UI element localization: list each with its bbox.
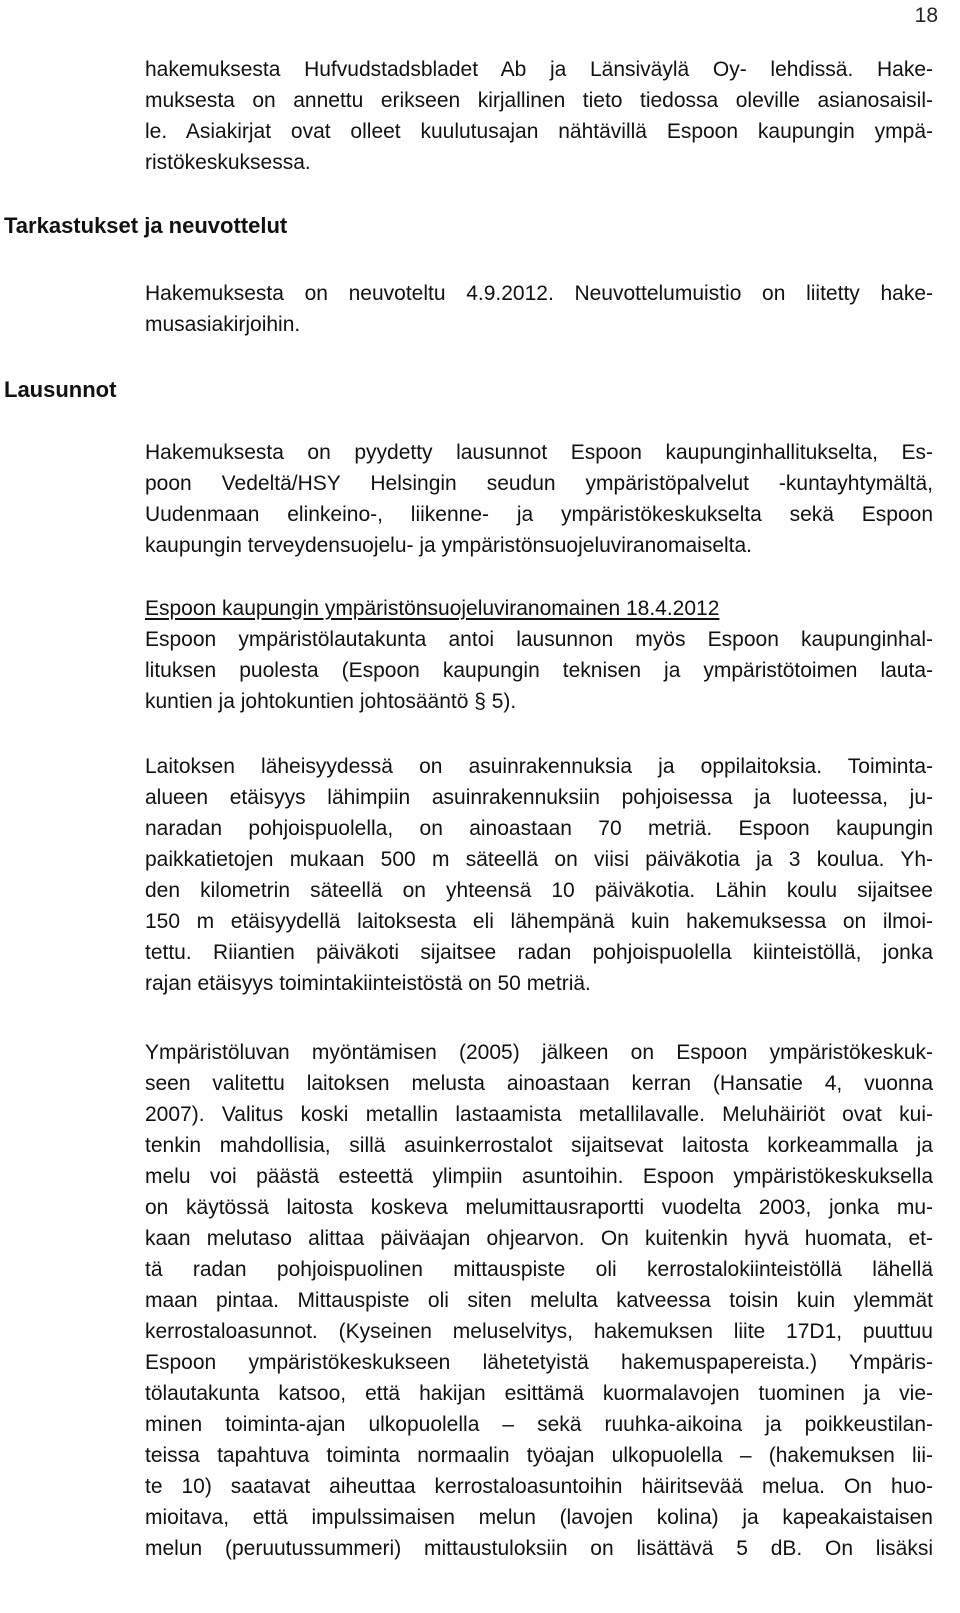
text-line: 150 m etäisyydellä laitoksesta eli lähempänä kuin hakemuksessa on ilmoi- — [145, 910, 933, 933]
section-heading-tarkastukset: Tarkastukset ja neuvottelut — [4, 213, 288, 238]
melu-paragraph — [145, 1037, 933, 1564]
text-line: ristökeskuksessa. — [145, 151, 311, 174]
text-line: le. Asiakirjat ovat olleet kuulutusajan nähtävillä Espoon kaupungin ympä- — [145, 120, 933, 143]
text-line: naradan pohjoispuolella, on ainoastaan 70 metriä. Espoon kaupungin — [145, 817, 933, 840]
text-line: tettu. Riiantien päiväkoti sijaitsee radan pohjoispuolella kiinteistöllä, jonka — [145, 941, 933, 964]
text-line: Hakemuksesta on pyydetty lausunnot Espoon kaupunginhallitukselta, Es- — [145, 441, 933, 464]
text-line: teissa tapahtuva toiminta normaalin työajan ulkopuolella – (hakemuksen lii- — [145, 1444, 933, 1467]
text-line: alueen etäisyys lähimpiin asuinrakennuksiin pohjoisessa ja luoteessa, ju- — [145, 786, 933, 809]
page-number: 18 — [914, 4, 938, 27]
text-line: Hakemuksesta on neuvoteltu 4.9.2012. Neuvottelumuistio on liitetty hake- — [145, 282, 933, 305]
text-line: seen valitettu laitoksen melusta ainoastaan kerran (Hansatie 4, vuonna — [145, 1072, 933, 1095]
text-line: on käytössä laitosta koskeva melumittausraportti vuodelta 2003, jonka mu- — [145, 1196, 933, 1219]
lausunnot-paragraph — [145, 437, 933, 561]
text-line: Laitoksen läheisyydessä on asuinrakennuksia ja oppilaitoksia. Toiminta- — [145, 755, 933, 778]
text-line: kerrostaloasunnot. (Kyseinen meluselvitys, hakemuksen liite 17D1, puuttuu — [145, 1320, 933, 1343]
text-line: hakemuksesta Hufvudstadsbladet Ab ja Länsiväylä Oy- lehdissä. Hake- — [145, 58, 933, 81]
text-line: lituksen puolesta (Espoon kaupungin teknisen ja ympäristötoimen lauta- — [145, 659, 933, 682]
text-line: rajan etäisyys toimintakiinteistöstä on 50 metriä. — [145, 972, 591, 995]
text-line: mioitava, että impulssimaisen melun (lavojen kolina) ja kapeakaistaisen — [145, 1506, 933, 1529]
text-line: tenkin mahdollisia, sillä asuinkerrostalot sijaitsevat laitosta korkeammalla ja — [145, 1134, 933, 1157]
text-line: musasiakirjoihin. — [145, 313, 301, 336]
text-line: melu voi päästä esteettä ylimpiin asuntoihin. Espoon ympäristökeskuksella — [145, 1165, 933, 1188]
text-line: muksesta on annettu erikseen kirjallinen tieto tiedossa oleville asianosaisil- — [145, 89, 933, 112]
subsection-heading: Espoon kaupungin ympäristönsuojeluviranomainen 18.4.2012 — [145, 597, 720, 620]
text-line: Uudenmaan elinkeino-, liikenne- ja ympäristökeskukselta sekä Espoon — [145, 503, 933, 526]
intro-paragraph — [145, 54, 933, 178]
text-line: 2007). Valitus koski metallin lastaamista metallilavalle. Meluhäiriöt ovat kui- — [145, 1103, 933, 1126]
section-heading-lausunnot: Lausunnot — [4, 377, 117, 402]
text-line: kaupungin terveydensuojelu- ja ympäristönsuojeluviranomaiselta. — [145, 534, 753, 557]
text-line: den kilometrin säteellä on yhteensä 10 päiväkotia. Lähin koulu sijaitsee — [145, 879, 933, 902]
text-line: melun (peruutussummeri) mittaustuloksiin on lisättävä 5 dB. On lisäksi — [145, 1537, 933, 1560]
laitos-paragraph — [145, 751, 933, 999]
text-line: maan pintaa. Mittauspiste oli siten melulta katveessa toisin kuin ylemmät — [145, 1289, 933, 1312]
text-line: tä radan pohjoispuolinen mittauspiste oli kerrostalokiinteistöllä lähellä — [145, 1258, 933, 1281]
text-line: te 10) saatavat aiheuttaa kerrostaloasuntoihin häiritsevää melua. On huo- — [145, 1475, 933, 1498]
viranomainen-section — [145, 593, 933, 717]
text-line: poon Vedeltä/HSY Helsingin seudun ympäristöpalvelut -kuntayhtymältä, — [145, 472, 933, 495]
text-line: Espoon ympäristölautakunta antoi lausunnon myös Espoon kaupunginhal- — [145, 628, 933, 651]
text-line: minen toiminta-ajan ulkopuolella – sekä ruuhka-aikoina ja poikkeustilan- — [145, 1413, 933, 1436]
neuvottelut-paragraph — [145, 278, 933, 340]
text-line: kaan melutaso alittaa päiväajan ohjearvon. On kuitenkin hyvä huomata, et- — [145, 1227, 933, 1250]
text-line: paikkatietojen mukaan 500 m säteellä on viisi päiväkotia ja 3 koulua. Yh- — [145, 848, 933, 871]
text-line: kuntien ja johtokuntien johtosääntö § 5). — [145, 690, 517, 713]
text-line: Espoon ympäristökeskukseen lähetetyistä hakemuspapereista.) Ympäris- — [145, 1351, 933, 1374]
text-line: Ympäristöluvan myöntämisen (2005) jälkeen on Espoon ympäristökeskuk- — [145, 1041, 933, 1064]
text-line: tölautakunta katsoo, että hakijan esittämä kuormalavojen tuominen ja vie- — [145, 1382, 933, 1405]
